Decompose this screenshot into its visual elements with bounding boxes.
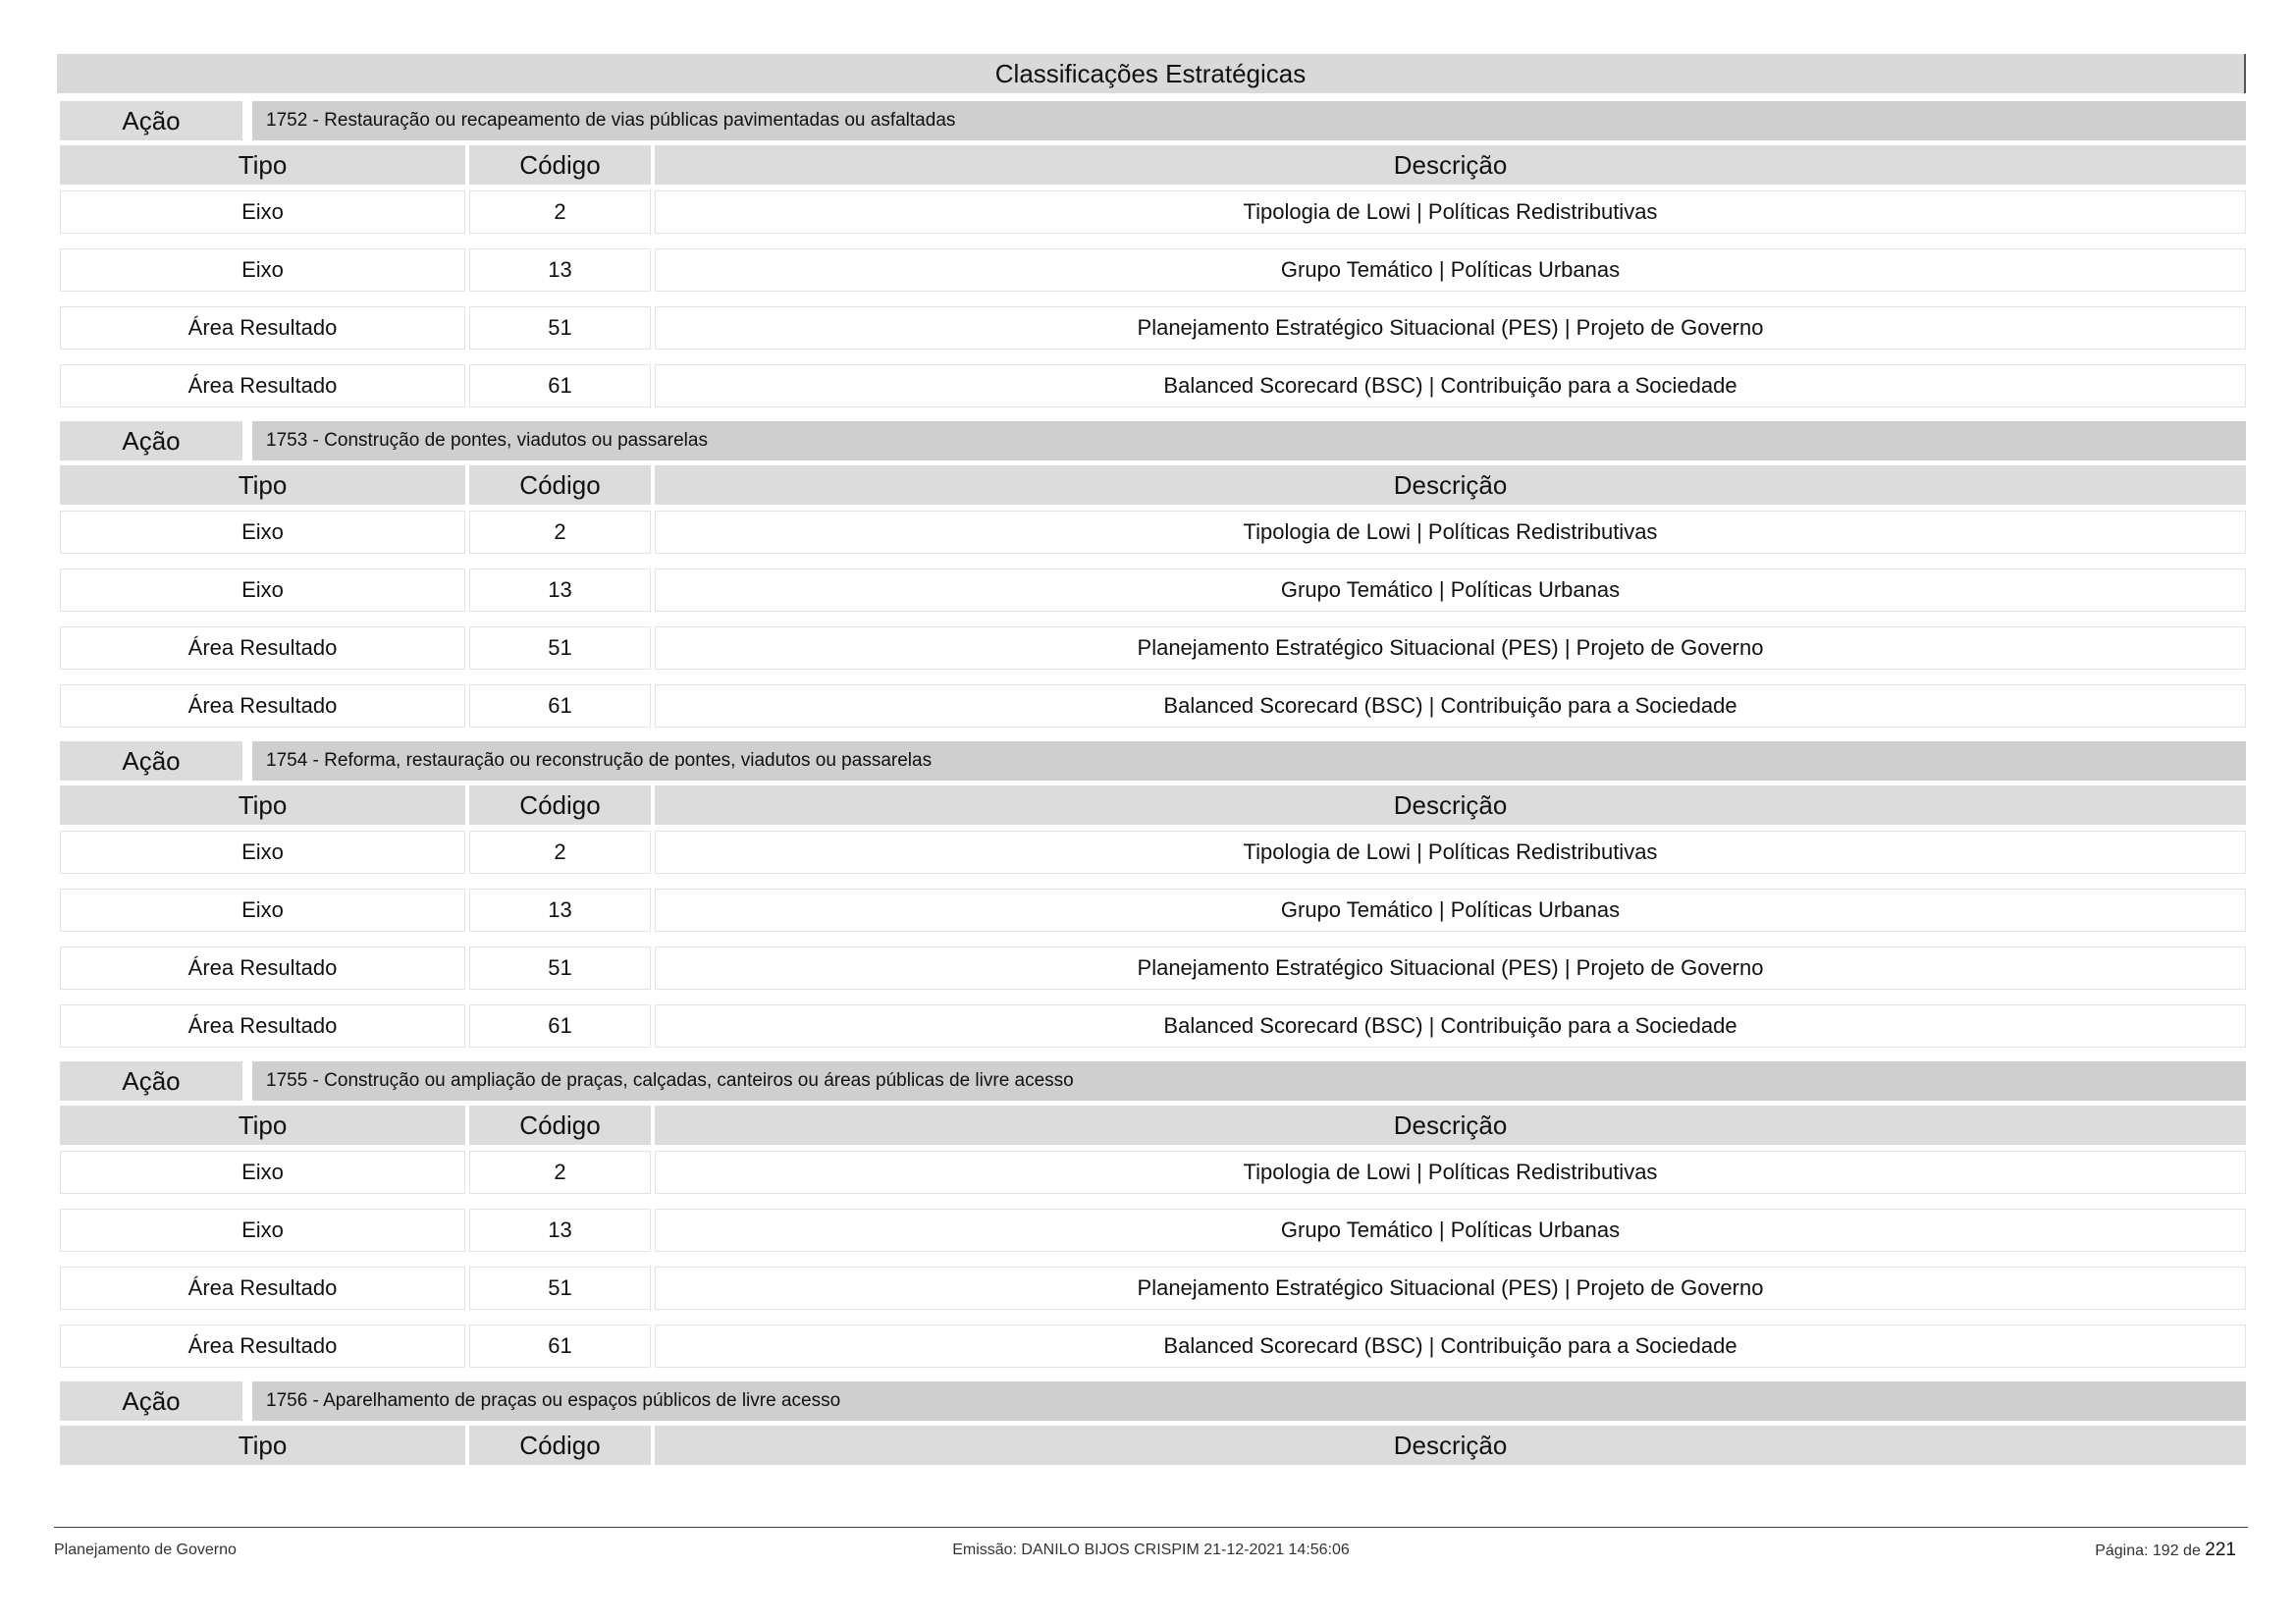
footer-page-total: 221 <box>2205 1540 2236 1560</box>
cell-descricao: Tipologia de Lowi | Políticas Redistributivas <box>655 1151 2246 1194</box>
cell-codigo: 2 <box>469 190 651 234</box>
cell-tipo: Eixo <box>60 1209 465 1252</box>
cell-tipo: Eixo <box>60 831 465 874</box>
cell-descricao: Planejamento Estratégico Situacional (PES) | Projeto de Governo <box>655 947 2246 990</box>
cell-descricao: Balanced Scorecard (BSC) | Contribuição para a Sociedade <box>655 364 2246 407</box>
page-footer <box>54 1527 2248 1567</box>
footer-system-name: Planejamento de Governo <box>54 1542 237 1558</box>
cell-codigo: 61 <box>469 684 651 728</box>
table-header <box>57 1426 2246 1465</box>
acao-row <box>57 741 2246 781</box>
acao-label: Ação <box>60 741 242 781</box>
header-descricao: Descrição <box>655 1106 2246 1145</box>
cell-tipo: Área Resultado <box>60 364 465 407</box>
cell-codigo: 13 <box>469 889 651 932</box>
cell-descricao: Tipologia de Lowi | Políticas Redistributivas <box>655 831 2246 874</box>
cell-descricao: Balanced Scorecard (BSC) | Contribuição para a Sociedade <box>655 1325 2246 1368</box>
cell-tipo: Área Resultado <box>60 1267 465 1310</box>
cell-descricao: Grupo Temático | Políticas Urbanas <box>655 248 2246 292</box>
cell-codigo: 61 <box>469 1325 651 1368</box>
cell-codigo: 13 <box>469 1209 651 1252</box>
acao-title: 1755 - Construção ou ampliação de praças, calçadas, canteiros ou áreas públicas de livre acesso <box>252 1061 2246 1101</box>
cell-tipo: Área Resultado <box>60 1004 465 1048</box>
header-descricao: Descrição <box>655 465 2246 505</box>
footer-emission-info: Emissão: DANILO BIJOS CRISPIM 21-12-2021 14:56:06 <box>952 1542 1350 1558</box>
table-row <box>57 1325 2246 1368</box>
acao-label: Ação <box>60 1381 242 1421</box>
header-tipo: Tipo <box>60 465 465 505</box>
cell-codigo: 2 <box>469 1151 651 1194</box>
cell-codigo: 2 <box>469 831 651 874</box>
acao-title: 1754 - Reforma, restauração ou reconstrução de pontes, viadutos ou passarelas <box>252 741 2246 781</box>
cell-codigo: 61 <box>469 1004 651 1048</box>
cell-tipo: Área Resultado <box>60 306 465 350</box>
table-row <box>57 1267 2246 1310</box>
table-row <box>57 831 2246 874</box>
cell-descricao: Balanced Scorecard (BSC) | Contribuição para a Sociedade <box>655 1004 2246 1048</box>
table-row <box>57 1004 2246 1048</box>
cell-tipo: Eixo <box>60 1151 465 1194</box>
acao-label: Ação <box>60 1061 242 1101</box>
table-row <box>57 190 2246 234</box>
acao-label: Ação <box>60 101 242 140</box>
table-row <box>57 684 2246 728</box>
acao-title: 1752 - Restauração ou recapeamento de vias públicas pavimentadas ou asfaltadas <box>252 101 2246 140</box>
cell-tipo: Eixo <box>60 889 465 932</box>
header-codigo: Código <box>469 1426 651 1465</box>
cell-tipo: Eixo <box>60 511 465 554</box>
table-header <box>57 1106 2246 1145</box>
cell-codigo: 51 <box>469 1267 651 1310</box>
cell-descricao: Tipologia de Lowi | Políticas Redistributivas <box>655 190 2246 234</box>
cell-codigo: 51 <box>469 947 651 990</box>
acao-label: Ação <box>60 421 242 460</box>
report-page <box>57 54 2246 1471</box>
cell-tipo: Eixo <box>60 248 465 292</box>
header-tipo: Tipo <box>60 1106 465 1145</box>
header-descricao: Descrição <box>655 785 2246 825</box>
table-header <box>57 465 2246 505</box>
cell-codigo: 61 <box>469 364 651 407</box>
header-tipo: Tipo <box>60 1426 465 1465</box>
header-codigo: Código <box>469 1106 651 1145</box>
cell-codigo: 2 <box>469 511 651 554</box>
cell-tipo: Área Resultado <box>60 626 465 670</box>
cell-descricao: Balanced Scorecard (BSC) | Contribuição para a Sociedade <box>655 684 2246 728</box>
page-title: Classificações Estratégicas <box>57 54 2246 93</box>
cell-tipo: Área Resultado <box>60 1325 465 1368</box>
header-descricao: Descrição <box>655 1426 2246 1465</box>
footer-page-prefix: Página: 192 de <box>2095 1542 2201 1559</box>
cell-descricao: Grupo Temático | Políticas Urbanas <box>655 1209 2246 1252</box>
header-tipo: Tipo <box>60 785 465 825</box>
footer-page-number <box>2095 1540 2236 1561</box>
cell-codigo: 51 <box>469 306 651 350</box>
acao-row <box>57 101 2246 140</box>
acao-row <box>57 1381 2246 1421</box>
acao-row <box>57 1061 2246 1101</box>
cell-descricao: Tipologia de Lowi | Políticas Redistributivas <box>655 511 2246 554</box>
acao-block <box>57 421 2246 728</box>
cell-descricao: Grupo Temático | Políticas Urbanas <box>655 568 2246 612</box>
cell-descricao: Planejamento Estratégico Situacional (PES) | Projeto de Governo <box>655 626 2246 670</box>
table-row <box>57 364 2246 407</box>
header-descricao: Descrição <box>655 145 2246 185</box>
cell-descricao: Planejamento Estratégico Situacional (PES) | Projeto de Governo <box>655 306 2246 350</box>
header-codigo: Código <box>469 785 651 825</box>
table-row <box>57 306 2246 350</box>
acao-block <box>57 1061 2246 1368</box>
table-row <box>57 568 2246 612</box>
table-row <box>57 889 2246 932</box>
acao-block <box>57 101 2246 407</box>
cell-tipo: Área Resultado <box>60 947 465 990</box>
table-row <box>57 248 2246 292</box>
cell-codigo: 13 <box>469 248 651 292</box>
cell-codigo: 51 <box>469 626 651 670</box>
acao-title: 1756 - Aparelhamento de praças ou espaços públicos de livre acesso <box>252 1381 2246 1421</box>
cell-descricao: Grupo Temático | Políticas Urbanas <box>655 889 2246 932</box>
acao-title: 1753 - Construção de pontes, viadutos ou passarelas <box>252 421 2246 460</box>
table-row <box>57 626 2246 670</box>
cell-tipo: Área Resultado <box>60 684 465 728</box>
header-codigo: Código <box>469 145 651 185</box>
cell-tipo: Eixo <box>60 190 465 234</box>
acao-row <box>57 421 2246 460</box>
table-header <box>57 145 2246 185</box>
acao-block <box>57 741 2246 1048</box>
cell-tipo: Eixo <box>60 568 465 612</box>
table-row <box>57 1209 2246 1252</box>
header-codigo: Código <box>469 465 651 505</box>
table-row <box>57 947 2246 990</box>
table-row <box>57 511 2246 554</box>
acao-block <box>57 1381 2246 1465</box>
header-tipo: Tipo <box>60 145 465 185</box>
classification-blocks <box>57 101 2246 1465</box>
cell-descricao: Planejamento Estratégico Situacional (PES) | Projeto de Governo <box>655 1267 2246 1310</box>
cell-codigo: 13 <box>469 568 651 612</box>
table-row <box>57 1151 2246 1194</box>
table-header <box>57 785 2246 825</box>
